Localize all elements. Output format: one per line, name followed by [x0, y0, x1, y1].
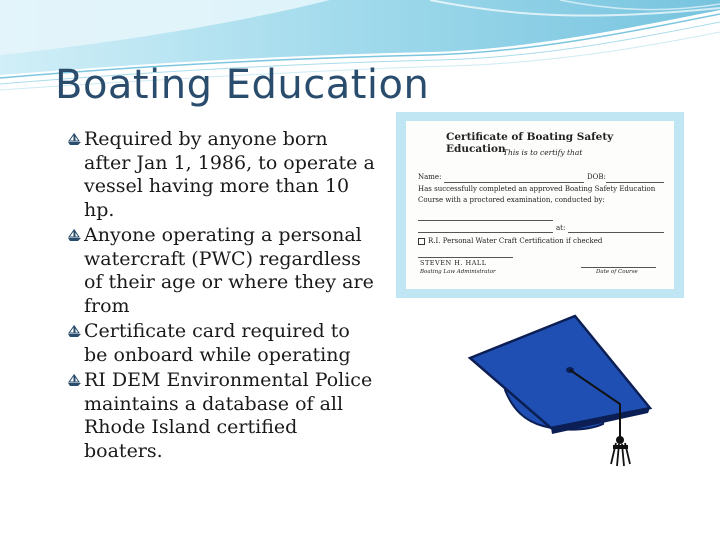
- boat-icon: [66, 325, 83, 339]
- bullet-item: [66, 369, 376, 463]
- signer-title: Boating Law Administrator: [420, 269, 496, 275]
- certificate-subtitle: This is to certify that: [503, 148, 583, 157]
- location-rule: [418, 232, 553, 233]
- conducted-by-rule: [418, 220, 553, 221]
- signer-name: STEVEN H. HALL: [420, 259, 487, 267]
- bullet-text: Required by anyone born after Jan 1, 1986, to operate a vessel having more than 10 hp.: [84, 128, 375, 221]
- name-rule: [444, 182, 584, 183]
- boat-icon: [66, 374, 83, 388]
- date-label: Date of Course: [596, 269, 638, 275]
- completion-line-1: Has successfully completed an approved Boating Safety Education: [418, 185, 656, 193]
- bullet-item: [66, 128, 376, 222]
- certificate-title: Certificate of Boating Safety Education: [446, 131, 614, 155]
- signature-rule: [418, 257, 513, 258]
- certificate-image: [396, 112, 684, 298]
- pwc-checkbox: [418, 238, 425, 245]
- at-rule: [568, 232, 664, 233]
- boat-icon: [66, 133, 83, 147]
- certificate-card: [406, 121, 674, 289]
- bullet-text: Anyone operating a personal watercraft (PWC) regardless of their age or where they are from: [84, 224, 374, 317]
- dob-rule: [606, 182, 664, 183]
- at-label: at:: [556, 224, 566, 232]
- date-rule: [581, 267, 656, 268]
- bullet-text: Certificate card required to be onboard while operating: [84, 320, 351, 366]
- name-label: Name:: [418, 173, 442, 181]
- bullet-item: [66, 320, 376, 367]
- completion-line-2: Course with a proctored examination, conducted by:: [418, 196, 605, 204]
- pwc-label: R.I. Personal Water Craft Certification if checked: [428, 237, 603, 245]
- bullet-item: [66, 224, 376, 318]
- slide-title: Boating Education: [55, 62, 430, 108]
- dob-label: DOB:: [587, 173, 606, 181]
- bullet-text: RI DEM Environmental Police maintains a database of all Rhode Island certified boaters.: [84, 369, 373, 462]
- bullet-list: [66, 128, 376, 465]
- boat-icon: [66, 229, 83, 243]
- graduation-cap-icon: [465, 312, 655, 472]
